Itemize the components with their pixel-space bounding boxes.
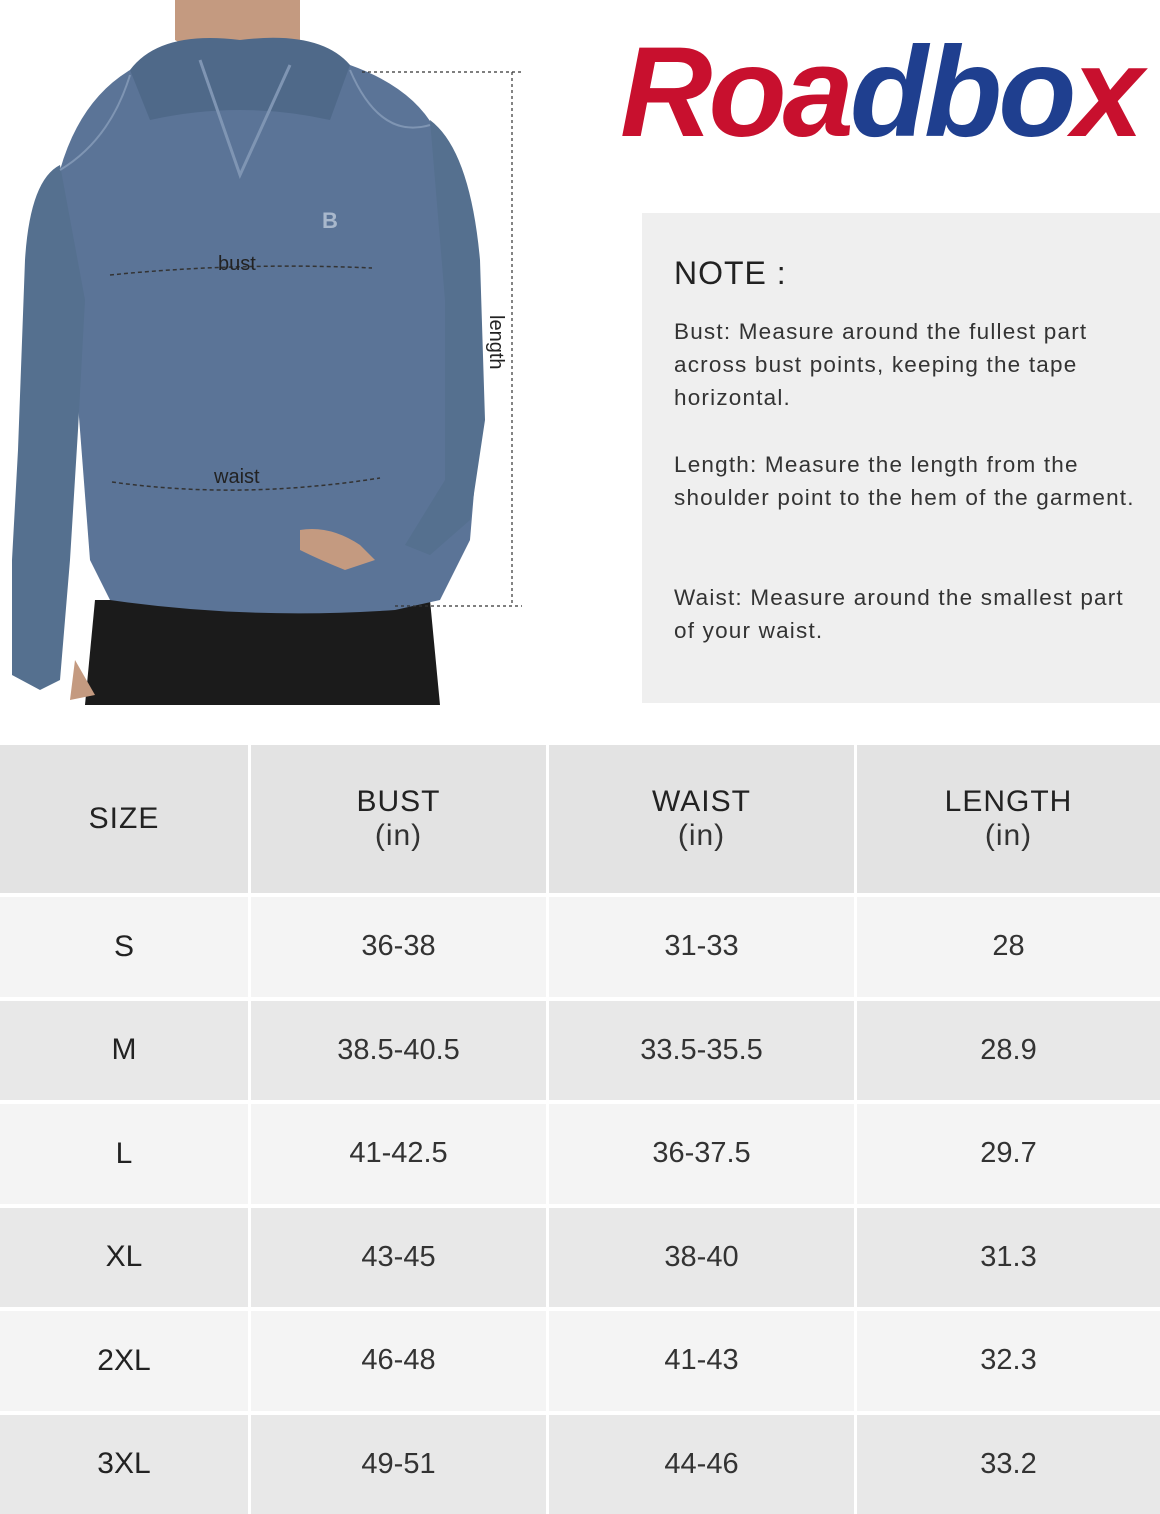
cell-bust: 41-42.5 — [251, 1104, 546, 1204]
header-unit: (in) — [678, 819, 725, 853]
svg-text:Roadbox: Roadbox — [620, 28, 1148, 148]
header-waist — [549, 745, 854, 893]
cell-length: 32.3 — [857, 1311, 1160, 1411]
cell-size: M — [0, 1001, 248, 1101]
header-unit: (in) — [375, 819, 422, 853]
header-label: LENGTH — [945, 785, 1073, 819]
note-title: NOTE : — [674, 255, 787, 292]
cell-bust: 43-45 — [251, 1208, 546, 1308]
cell-size: XL — [0, 1208, 248, 1308]
header-label: SIZE — [89, 802, 160, 836]
cell-length: 28.9 — [857, 1001, 1160, 1101]
svg-text:B: B — [322, 208, 338, 233]
cell-bust: 49-51 — [251, 1415, 546, 1514]
cell-size: 2XL — [0, 1311, 248, 1411]
cell-waist: 31-33 — [549, 897, 854, 997]
cell-waist: 44-46 — [549, 1415, 854, 1514]
cell-length: 33.2 — [857, 1415, 1160, 1514]
waist-label: waist — [214, 466, 260, 489]
cell-waist: 38-40 — [549, 1208, 854, 1308]
note-waist: Waist: Measure around the smallest part of your waist. — [674, 581, 1144, 647]
note-length: Length: Measure the length from the shoulder point to the hem of the garment. — [674, 448, 1144, 514]
header-length — [857, 745, 1160, 893]
cell-size: S — [0, 897, 248, 997]
header-label: WAIST — [652, 785, 751, 819]
cell-waist: 33.5-35.5 — [549, 1001, 854, 1101]
header-bust — [251, 745, 546, 893]
header-unit: (in) — [985, 819, 1032, 853]
cell-length: 29.7 — [857, 1104, 1160, 1204]
header-size — [0, 745, 248, 893]
cell-bust: 36-38 — [251, 897, 546, 997]
header-label: BUST — [356, 785, 440, 819]
cell-size: 3XL — [0, 1415, 248, 1514]
length-label: length — [484, 315, 507, 370]
cell-size: L — [0, 1104, 248, 1204]
cell-waist: 41-43 — [549, 1311, 854, 1411]
cell-waist: 36-37.5 — [549, 1104, 854, 1204]
bust-label: bust — [218, 253, 256, 276]
cell-length: 28 — [857, 897, 1160, 997]
cell-bust: 38.5-40.5 — [251, 1001, 546, 1101]
cell-bust: 46-48 — [251, 1311, 546, 1411]
cell-length: 31.3 — [857, 1208, 1160, 1308]
note-bust: Bust: Measure around the fullest part across bust points, keeping the tape horizontal. — [674, 315, 1144, 414]
